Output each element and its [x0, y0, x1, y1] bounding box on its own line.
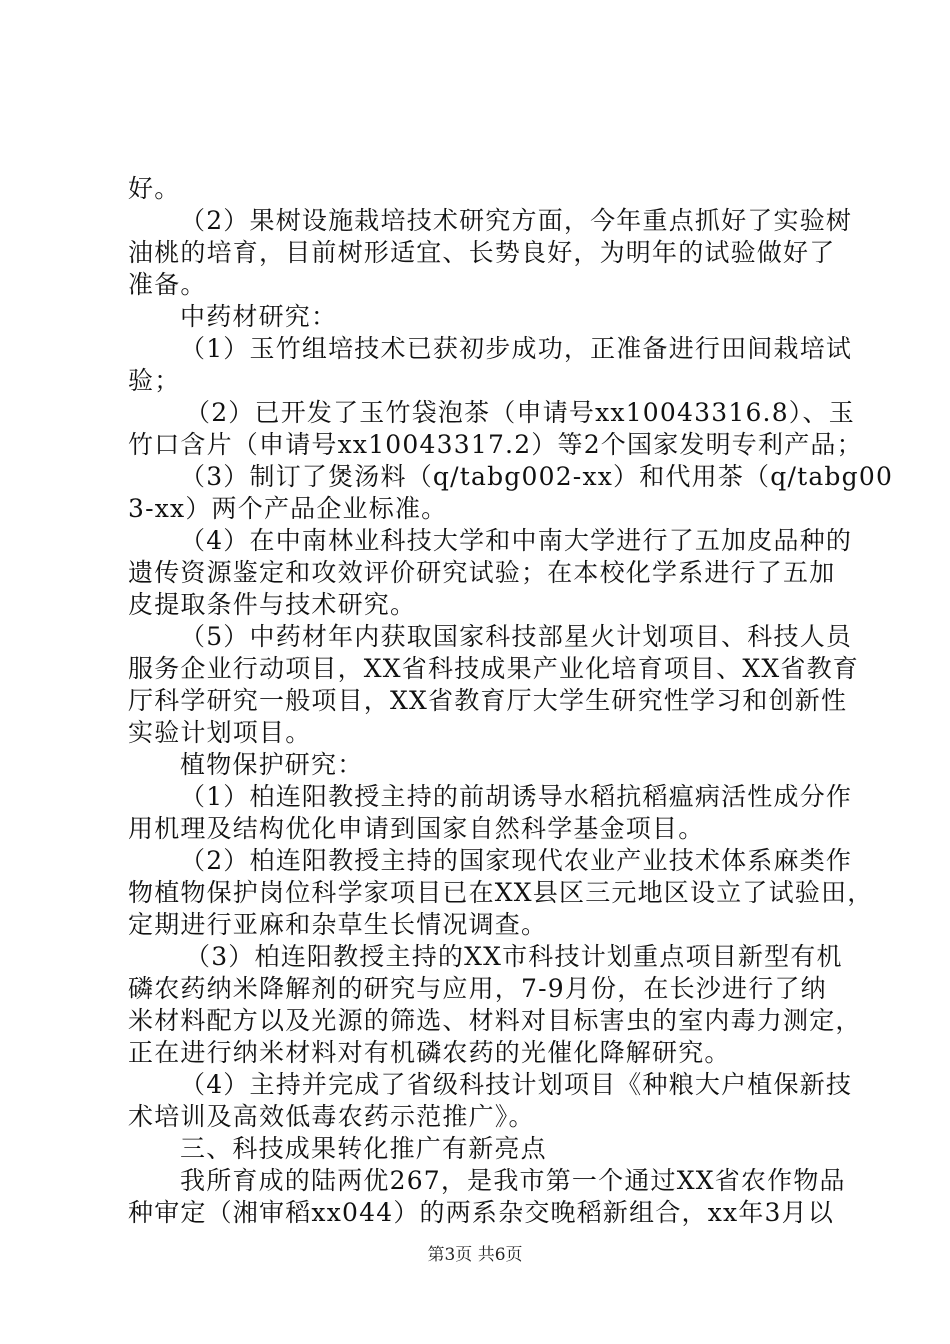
- text-line: 定期进行亚麻和杂草生长情况调查。: [128, 910, 548, 939]
- section-heading: 中药材研究：: [180, 302, 338, 331]
- text-line: 米材料配方以及光源的筛选、材料对目标害虫的室内毒力测定，: [128, 1006, 862, 1035]
- text-line: （4）主持并完成了省级科技计划项目《种粮大户植保新技: [180, 1070, 853, 1099]
- text-line: 服务企业行动项目，XX省科技成果产业化培育项目、XX省教育: [128, 654, 859, 683]
- text-line: （5）中药材年内获取国家科技部星火计划项目、科技人员: [180, 622, 853, 651]
- page-number: 第3页 共6页: [427, 1245, 523, 1265]
- text-line: （3）制订了煲汤料（q/tabg002-xx）和代用茶（q/tabg00: [180, 462, 894, 491]
- text-line: 术培训及高效低毒农药示范推广》。: [128, 1102, 535, 1131]
- text-line: （2）柏连阳教授主持的国家现代农业产业技术体系麻类作: [180, 846, 853, 875]
- text-line: 油桃的培育，目前树形适宜、长势良好，为明年的试验做好了: [128, 238, 836, 267]
- text-line: （1）柏连阳教授主持的前胡诱导水稻抗稻瘟病活性成分作: [180, 782, 853, 811]
- text-line: （3）柏连阳教授主持的XX市科技计划重点项目新型有机: [185, 942, 843, 971]
- text-line: 物植物保护岗位科学家项目已在XX县区三元地区设立了试验田，: [128, 878, 874, 907]
- text-line: （1）玉竹组培技术已获初步成功，正准备进行田间栽培试: [180, 334, 853, 363]
- section-heading: 植物保护研究：: [180, 750, 364, 779]
- text-line: 正在进行纳米材料对有机磷农药的光催化降解研究。: [128, 1038, 731, 1067]
- text-line: 我所育成的陆两优267，是我市第一个通过XX省农作物品: [180, 1166, 846, 1195]
- page-footer: [0, 1244, 950, 1266]
- text-line: （2）果树设施栽培技术研究方面，今年重点抓好了实验树: [180, 206, 853, 235]
- text-line: 遗传资源鉴定和攻效评价研究试验；在本校化学系进行了五加: [128, 558, 836, 587]
- text-line: 皮提取条件与技术研究。: [128, 590, 417, 619]
- text-line: 验；: [128, 366, 181, 395]
- text-line: 准备。: [128, 270, 207, 299]
- text-line: 竹口含片（申请号xx10043317.2）等2个国家发明专利产品；: [128, 430, 863, 459]
- text-line: 种审定（湘审稻xx044）的两系杂交晚稻新组合，xx年3月以: [128, 1198, 835, 1227]
- text-line: 实验计划项目。: [128, 718, 312, 747]
- text-line: 3-xx）两个产品企业标准。: [128, 494, 448, 523]
- text-line: （2）已开发了玉竹袋泡茶（申请号xx10043316.8）、玉: [185, 398, 855, 427]
- text-line: （4）在中南林业科技大学和中南大学进行了五加皮品种的: [180, 526, 853, 555]
- text-line: 磷农药纳米降解剂的研究与应用，7-9月份，在长沙进行了纳: [128, 974, 827, 1003]
- text-line: 好。: [128, 174, 181, 203]
- text-line: 厅科学研究一般项目，XX省教育厅大学生研究性学习和创新性: [128, 686, 848, 715]
- text-line: 用机理及结构优化申请到国家自然科学基金项目。: [128, 814, 705, 843]
- section-heading: 三、科技成果转化推广有新亮点: [180, 1134, 547, 1163]
